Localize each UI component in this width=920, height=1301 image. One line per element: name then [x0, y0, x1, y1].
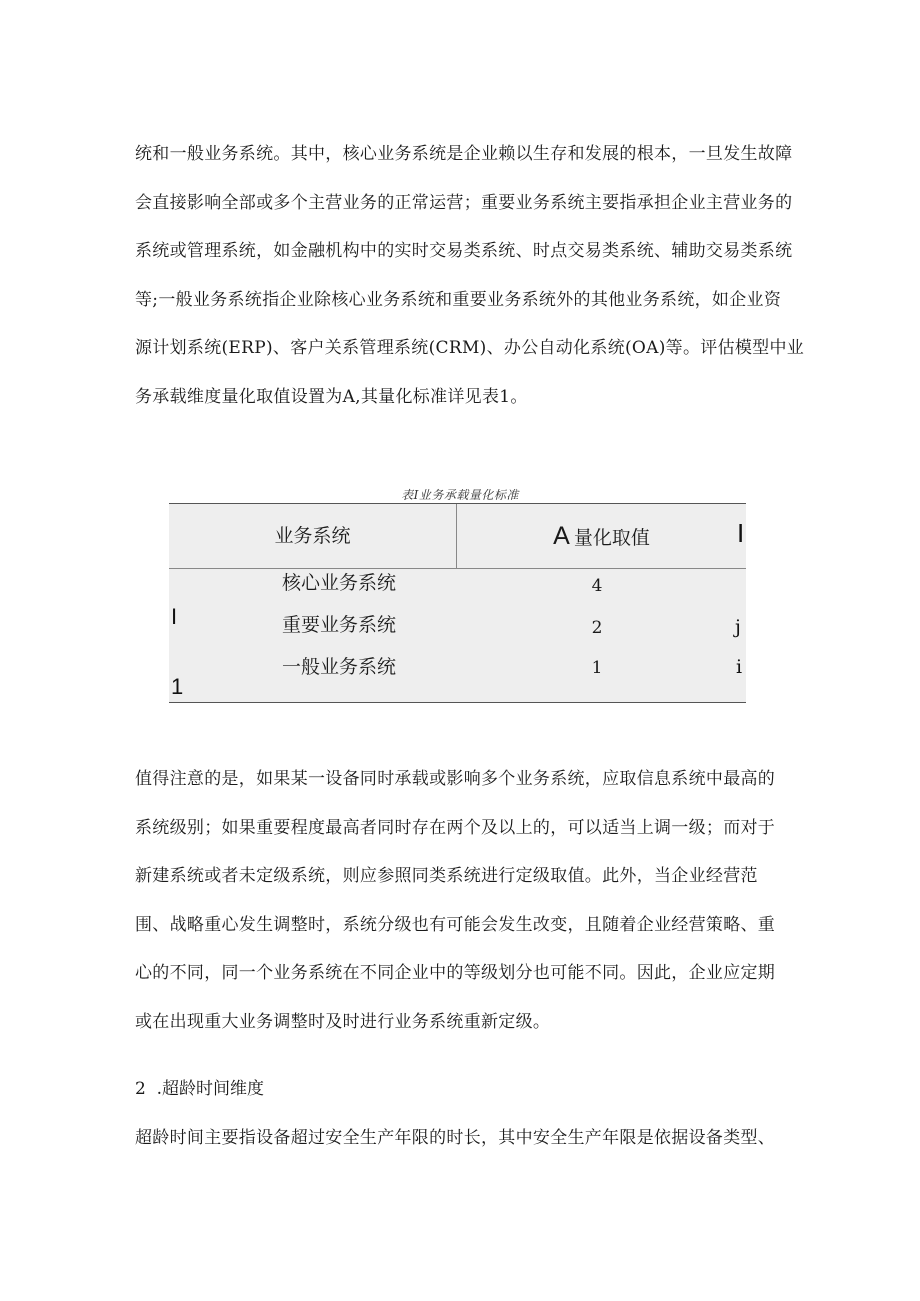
row-core-system-value: 4: [591, 576, 603, 596]
scan-artifact-mark: 1: [171, 674, 184, 699]
body-paragraph-3: [135, 1114, 785, 1163]
section-heading: 2 .超龄时间维度: [135, 1079, 265, 1099]
body-paragraph-1: [135, 130, 805, 421]
paragraph-line: 统和一般业务系统。其中，核心业务系统是企业赖以生存和发展的根本，一旦发生故障: [135, 144, 793, 164]
body-paragraph-2: [135, 755, 785, 1046]
header-quantified-value: [457, 504, 746, 568]
table-caption: 表I业务承载量化标准: [401, 488, 519, 502]
header-value-label: 量化取值: [573, 527, 650, 549]
quantification-table: [169, 503, 746, 703]
paragraph-line: 或在出现重大业务调整时及时进行业务系统重新定级。: [135, 1011, 551, 1032]
paragraph-line: 系统级别；如果重要程度最高者同时存在两个及以上的，可以适当上调一级；而对于: [135, 817, 776, 838]
scan-artifact-mark: i: [736, 656, 743, 678]
row-core-system-name: 核心业务系统: [281, 572, 396, 594]
paragraph-line: 心的不同，同一个业务系统在不同企业中的等级划分也可能不同。因此，企业应定期: [135, 963, 776, 983]
paragraph-line: 超龄时间主要指设备超过安全生产年限的时长，其中安全生产年限是依据设备类型、: [135, 1128, 776, 1148]
paragraph-line: 系统或管理系统，如金融机构中的实时交易类系统、时点交易类系统、辅助交易类系统: [135, 241, 793, 261]
table-header-row: [169, 504, 746, 569]
paragraph-line: 值得注意的是，如果某一设备同时承载或影响多个业务系统，应取信息系统中最高的: [135, 769, 776, 789]
row-important-system-value: 2: [591, 618, 603, 638]
paragraph-line: 新建系统或者未定级系统，则应参照同类系统进行定级取值。此外，当企业经营范: [135, 866, 758, 886]
paragraph-line: 等;一般业务系统指企业除核心业务系统和重要业务系统外的其他业务系统，如企业资: [135, 289, 782, 310]
scan-artifact-mark: j: [735, 616, 741, 638]
paragraph-line: 会直接影响全部或多个主营业务的正常运营；重要业务系统主要指承担企业主营业务的: [135, 192, 793, 213]
header-value-letter: A: [553, 522, 570, 550]
row-general-system-value: 1: [591, 658, 603, 678]
row-important-system-name: 重要业务系统: [281, 614, 396, 636]
scan-artifact-mark: I: [171, 604, 178, 629]
paragraph-line: 围、战略重心发生调整时，系统分级也有可能会发生改变，且随着企业经营策略、重: [135, 914, 776, 935]
scan-artifact-mark: I: [737, 518, 745, 548]
paragraph-line: 源计划系统(ERP)、客户关系管理系统(CRM)、办公自动化系统(OA)等。评估模型中业: [135, 338, 805, 358]
header-business-system: 业务系统: [274, 525, 351, 547]
row-general-system-name: 一般业务系统: [281, 656, 396, 678]
paragraph-line: 务承载维度量化取值设置为A,其量化标准详见表1。: [135, 386, 528, 407]
